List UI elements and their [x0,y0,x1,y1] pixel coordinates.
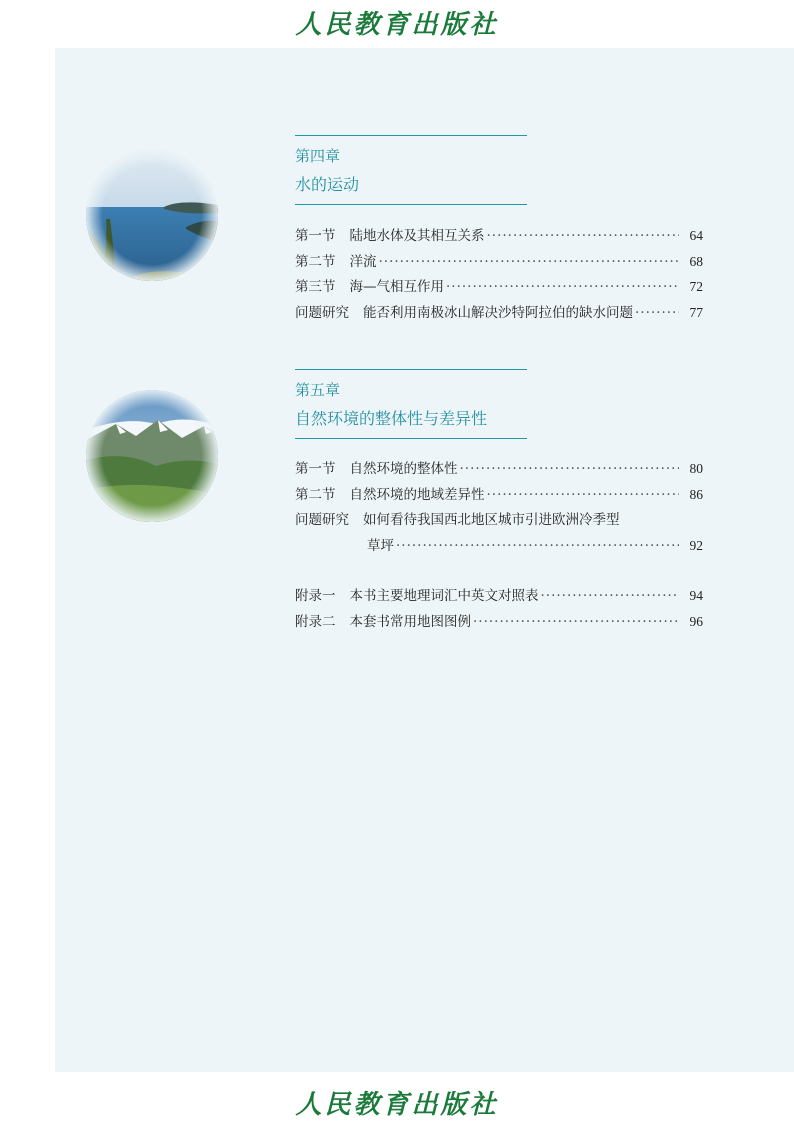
publisher-logo-top: 人民教育出版社 [295,10,499,40]
leader-dots [446,279,679,295]
toc-entry-title: 陆地水体及其相互关系 [349,228,485,244]
toc-entry[interactable] [295,224,703,250]
toc-entry[interactable] [295,483,703,509]
appendix-toc [295,584,703,635]
chapter-5-title: 自然环境的整体性与差异性 [295,409,488,428]
publisher-logo-bottom: 人民教育出版社 [295,1090,499,1120]
leader-dots [487,228,680,244]
toc-entry-title-continued: 草坪 [367,537,394,554]
toc-entry-page: 92 [689,537,703,553]
toc-entry-title: 能否利用南极冰山解决沙特阿拉伯的缺水问题 [363,304,633,321]
leader-dots [460,461,680,477]
chapter-4-bottom-rule [295,204,527,205]
chapter-5-top-rule [295,369,527,370]
toc-entry-title: 海—气相互作用 [349,279,444,295]
toc-entry-title: 洋流 [349,253,377,270]
toc-entry-label: 第二节 [295,486,336,503]
chapter-4-title: 水的运动 [295,175,360,194]
mountain-landscape-image [86,390,218,522]
toc-entry-page: 64 [689,228,703,243]
toc-entry-label: 问题研究 [295,512,349,528]
toc-entry-title: 自然环境的整体性 [349,461,458,477]
toc-entry[interactable] [295,301,703,327]
toc-entry-label: 第二节 [295,253,336,270]
toc-entry-continuation[interactable] [295,534,703,560]
toc-entry[interactable] [295,275,703,301]
leader-dots [541,588,680,604]
toc-entry[interactable] [295,584,703,610]
toc-entry-title: 本套书常用地图图例 [349,613,471,630]
toc-entry-title: 如何看待我国西北地区城市引进欧洲冷季型 [363,512,620,528]
chapter-5-toc [295,457,703,559]
toc-entry-page: 72 [689,279,703,294]
toc-entry[interactable] [295,508,703,534]
leader-dots [473,614,679,630]
leader-dots [635,305,679,321]
toc-entry-label: 附录一 [295,588,336,604]
toc-entry-page: 77 [689,304,703,320]
toc-entry-title: 自然环境的地域差异性 [349,486,485,503]
toc-entry-label: 第一节 [295,461,336,477]
toc-entry-page: 94 [689,588,703,603]
toc-entry-page: 96 [689,613,703,629]
chapter-4-heading [295,135,527,205]
toc-entry[interactable] [295,250,703,276]
toc-entry-page: 68 [689,253,703,269]
toc-entry-label: 问题研究 [295,304,349,321]
chapter-4-top-rule [295,135,527,136]
toc-entry-label: 第三节 [295,279,336,295]
toc-entry[interactable] [295,457,703,483]
leader-dots [396,538,679,554]
chapter-4-number: 第四章 [295,147,341,165]
leader-dots [487,487,680,503]
toc-entry-page: 80 [689,461,703,476]
toc-entry-label: 附录二 [295,613,336,630]
chapter-5-bottom-rule [295,438,527,439]
chapter-4-toc [295,224,703,326]
leader-dots [379,254,680,270]
toc-entry[interactable] [295,610,703,636]
lake-landscape-image [86,149,218,281]
toc-entry-title: 本书主要地理词汇中英文对照表 [349,588,539,604]
toc-entry-page: 86 [689,486,703,502]
chapter-5-number: 第五章 [295,381,341,399]
toc-entry-label: 第一节 [295,228,336,244]
chapter-5-heading [295,369,527,439]
